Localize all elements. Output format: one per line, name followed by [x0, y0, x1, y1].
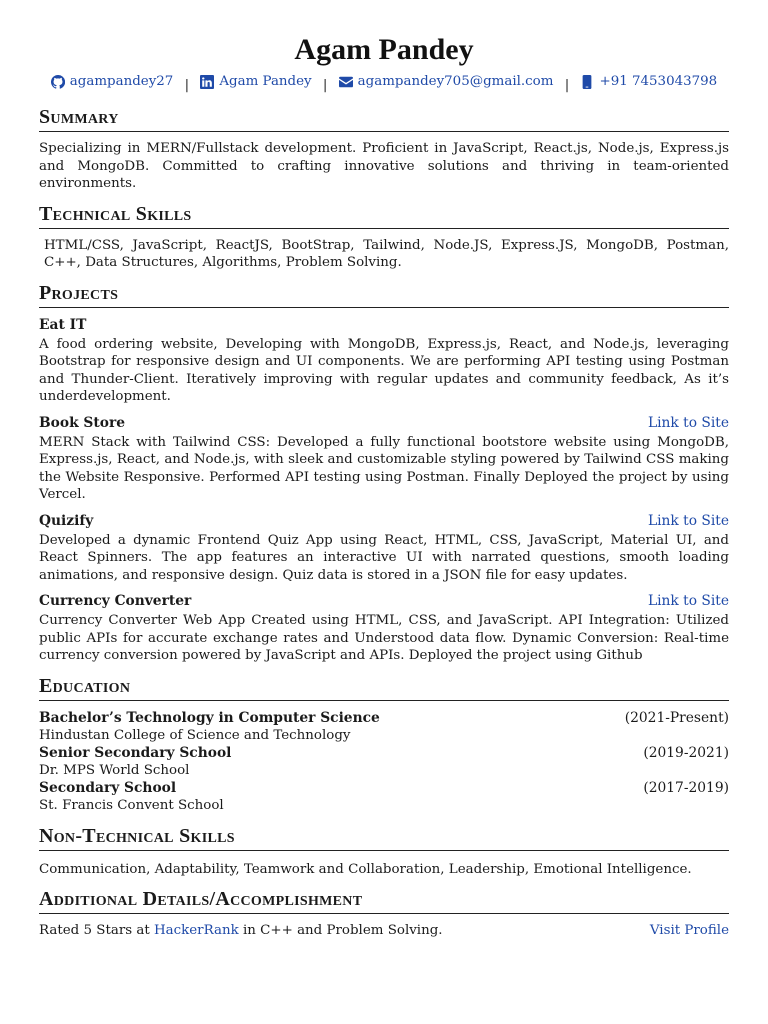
linkedin-link[interactable]: Agam Pandey — [200, 72, 311, 92]
education-degree: Secondary School — [39, 779, 177, 796]
additional-section — [39, 886, 729, 940]
education-entry — [39, 745, 729, 763]
non-technical-skills-section — [39, 823, 729, 879]
summary-text: Specializing in MERN/Fullstack development. Proficient in JavaScript, React.js, Node.js, Express.js and MongoDB. Committed to crafting innovative solutions and thriving in team-oriented environments. — [39, 141, 729, 191]
education-section — [39, 673, 729, 815]
education-list — [39, 710, 729, 815]
education-years: (2021-Present) — [624, 709, 729, 726]
visit-profile-link[interactable]: Visit Profile — [649, 923, 729, 938]
contact-separator: | — [184, 78, 190, 93]
education-degree: Senior Secondary School — [39, 744, 232, 761]
technical-skills-heading: Technical Skills — [39, 201, 729, 229]
project-site-link[interactable]: Link to Site — [647, 414, 729, 431]
education-heading: Education — [39, 673, 729, 701]
project-site-link[interactable]: Link to Site — [647, 512, 729, 529]
project-item — [39, 592, 729, 665]
project-description: Developed a dynamic Frontend Quiz App using React, HTML, CSS, JavaScript, Material UI, and React Spinners. The app features an interactive UI with narrated questions, smooth loading animations, and responsive design. Quiz data is stored in a JSON file for easy updates. — [39, 532, 729, 583]
projects-heading: Projects — [39, 280, 729, 308]
linkedin-icon — [200, 75, 214, 89]
project-name: Eat IT — [39, 316, 87, 333]
github-link[interactable]: agampandey27 — [51, 72, 174, 92]
project-item — [39, 512, 729, 585]
non-technical-skills-text: Communication, Adaptability, Teamwork and Collaboration, Leadership, Emotional Intelligence. — [39, 861, 692, 877]
project-description: MERN Stack with Tailwind CSS: Developed a fully functional bootstore website using MongoDB, Express.js, React, and Node.js, with sleek and customizable styling powered by Tailwind CSS making the Website Responsive. Performed API testing using Postman. Finally Deployed the project by using Vercel. — [39, 434, 729, 502]
contact-bar — [39, 72, 729, 96]
phone-icon — [580, 75, 594, 89]
education-years: (2019-2021) — [643, 744, 729, 761]
hackerrank-link[interactable]: HackerRank — [153, 923, 239, 938]
technical-skills-section — [39, 201, 729, 272]
summary-section — [39, 104, 729, 193]
education-institution: Hindustan College of Science and Technology — [39, 728, 351, 743]
additional-row — [39, 922, 729, 940]
non-technical-skills-heading: Non-Technical Skills — [39, 823, 729, 851]
project-name: Currency Converter — [39, 593, 192, 609]
project-item — [39, 316, 729, 406]
education-degree: Bachelor’s Technology in Computer Science — [39, 709, 380, 726]
project-description: A food ordering website, Developing with MongoDB, Express.js, React, and Node.js, leveraging Bootstrap for responsive design and UI components. We are performing API testing using Postman and Thunder-Client. Iteratively improving with regular updates and community feedback, As it’s underdevelopment. — [39, 336, 729, 404]
project-name: Quizify — [39, 512, 94, 529]
summary-heading: Summary — [39, 104, 729, 132]
accomplishment-text: Rated 5 Stars at HackerRank in C++ and Problem Solving. — [39, 923, 443, 938]
project-description: Currency Converter Web App Created using HTML, CSS, and JavaScript. API Integration: Utilized public APIs for accurate exchange rates and Understood data flow. Dynamic Conversion: Real-time currency conversion powered by JavaScript and APIs. Deployed the project using Github — [39, 613, 729, 663]
project-name: Book Store — [39, 414, 126, 431]
education-entry — [39, 710, 729, 728]
education-institution: Dr. MPS World School — [39, 763, 190, 778]
technical-skills-text: HTML/CSS, JavaScript, ReactJS, BootStrap, Tailwind, Node.JS, Express.JS, MongoDB, Postman, C++, Data Structures, Algorithms, Problem Solving. — [44, 237, 729, 270]
email-icon — [339, 75, 353, 89]
education-institution: St. Francis Convent School — [39, 798, 224, 813]
education-years: (2017-2019) — [643, 779, 729, 796]
phone-link[interactable]: +91 7453043798 — [580, 72, 717, 92]
email-link[interactable]: agampandey705@gmail.com — [339, 72, 554, 92]
github-icon — [51, 75, 65, 89]
contact-separator: | — [564, 78, 570, 93]
project-item — [39, 414, 729, 504]
projects-section — [39, 280, 729, 665]
project-site-link[interactable]: Link to Site — [647, 593, 729, 609]
additional-heading: Additional Details/Accomplishment — [39, 886, 729, 914]
contact-separator: | — [322, 78, 328, 93]
education-entry — [39, 780, 729, 798]
candidate-name: Agam Pandey — [294, 33, 474, 66]
